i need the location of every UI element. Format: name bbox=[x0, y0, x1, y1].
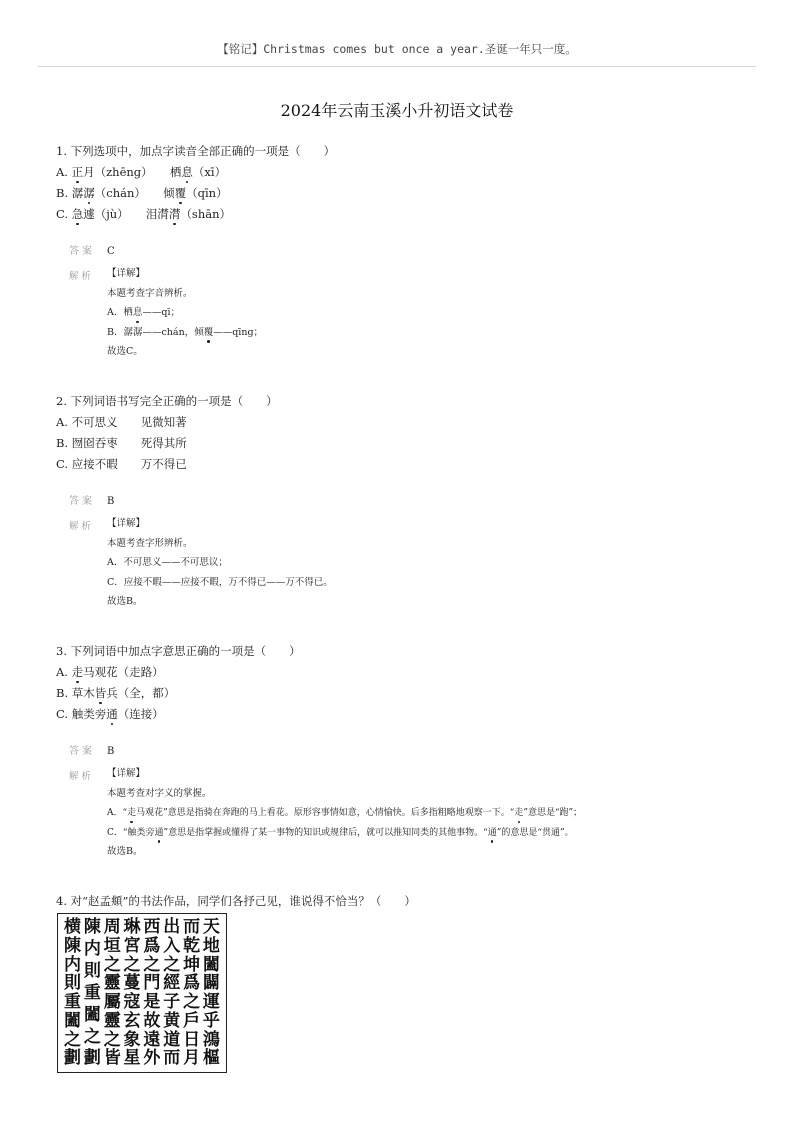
text: 兵（全，都） bbox=[106, 686, 176, 700]
calligraphy-char: 之 bbox=[143, 954, 161, 975]
calligraphy-char: 陳 bbox=[64, 935, 81, 956]
answer-label: 答案 bbox=[69, 496, 95, 507]
calligraphy-char: 爲 bbox=[143, 935, 161, 956]
question-3-option-c bbox=[56, 707, 756, 721]
calligraphy-char: 靈 bbox=[103, 1010, 121, 1031]
calligraphy-column bbox=[64, 918, 81, 1068]
question-2 bbox=[56, 394, 756, 471]
calligraphy-char: 重 bbox=[64, 992, 81, 1013]
calligraphy-char: 日 bbox=[183, 1029, 201, 1050]
text: （shān） bbox=[180, 207, 232, 221]
calligraphy-char: 之 bbox=[123, 954, 141, 975]
question-2-option-b: B. 囫囵吞枣 死得其所 bbox=[56, 436, 187, 450]
calligraphy-char: 之 bbox=[183, 992, 201, 1013]
calligraphy-char: 之 bbox=[163, 954, 181, 975]
text: B．潺潺——chán，倾 bbox=[107, 326, 204, 338]
analysis-line: 本题考查字形辨析。 bbox=[107, 537, 193, 549]
calligraphy-char: 内 bbox=[64, 954, 81, 975]
calligraphy-char: 而 bbox=[163, 1048, 181, 1069]
question-2-stem: 2. 下列词语书写完全正确的一项是（ ） bbox=[56, 394, 278, 408]
calligraphy-char: 經 bbox=[163, 973, 181, 994]
dotted-char: 走 bbox=[127, 808, 137, 818]
calligraphy-char: 之 bbox=[64, 1029, 81, 1050]
question-1-answer bbox=[69, 242, 759, 257]
answer-value: B bbox=[107, 496, 115, 507]
calligraphy-char: 爲 bbox=[183, 973, 201, 994]
analysis-line: 本题考查字音辨析。 bbox=[107, 287, 193, 299]
calligraphy-char: 戶 bbox=[183, 1010, 201, 1031]
text: B. 潺 bbox=[56, 186, 84, 200]
dotted-char: 覆 bbox=[174, 186, 187, 200]
answer-value: C bbox=[107, 246, 115, 257]
dotted-char: 皆 bbox=[94, 686, 107, 700]
text: ”意思是“跑”； bbox=[523, 808, 583, 818]
calligraphy-char: 琳 bbox=[123, 917, 141, 937]
dotted-char: 覆 bbox=[203, 326, 214, 338]
analysis-line: C．应接不暇——应接不暇，万不得已——万不得已。 bbox=[107, 576, 333, 588]
calligraphy-char: 乾 bbox=[183, 935, 201, 956]
calligraphy-char: 西 bbox=[143, 917, 161, 937]
analysis-label: 解析 bbox=[69, 521, 95, 532]
calligraphy-char: 遠 bbox=[143, 1029, 161, 1050]
dotted-char: 潺 bbox=[83, 186, 95, 200]
calligraphy-image bbox=[57, 913, 227, 1073]
header-divider bbox=[38, 66, 756, 67]
calligraphy-char: 外 bbox=[143, 1048, 161, 1069]
calligraphy-char: 垣 bbox=[103, 935, 121, 956]
calligraphy-columns bbox=[64, 918, 220, 1068]
analysis-line: 【详解】 bbox=[107, 768, 146, 779]
calligraphy-char: 門 bbox=[143, 973, 161, 994]
text: C．“触类旁 bbox=[107, 827, 155, 838]
analysis-label: 解析 bbox=[69, 771, 95, 782]
dotted-char: 息 bbox=[181, 165, 193, 179]
calligraphy-char: 横 bbox=[64, 917, 81, 937]
calligraphy-char: 坤 bbox=[183, 954, 201, 975]
answer-label: 答案 bbox=[69, 746, 95, 757]
text: ——qī； bbox=[142, 307, 181, 318]
calligraphy-char: 之 bbox=[103, 954, 121, 975]
calligraphy-char: 劃 bbox=[83, 1048, 101, 1069]
analysis-line: 故选C。 bbox=[107, 346, 143, 357]
dotted-char: 走 bbox=[71, 665, 84, 679]
calligraphy-char: 玄 bbox=[123, 1010, 141, 1031]
calligraphy-char: 入 bbox=[163, 935, 181, 956]
calligraphy-char: 劃 bbox=[64, 1048, 81, 1069]
calligraphy-column bbox=[143, 918, 160, 1068]
dotted-char: 潸 bbox=[168, 207, 181, 221]
answer-label: 答案 bbox=[69, 246, 95, 257]
header-motto: 【铭记】Christmas comes but once a year.圣诞一年只一度。 bbox=[217, 42, 577, 56]
text: 栖 bbox=[169, 165, 182, 179]
dotted-char: 通 bbox=[154, 827, 164, 838]
calligraphy-char: 故 bbox=[143, 1010, 161, 1031]
analysis-line bbox=[107, 807, 757, 819]
text: A．“ bbox=[107, 808, 128, 818]
text: A. bbox=[56, 165, 72, 179]
text: ”意思是指掌握或懂得了某一事物的知识或规律后，就可以推知同类的其他事物。“ bbox=[163, 827, 488, 838]
text: C. bbox=[56, 207, 72, 221]
dotted-char: 正 bbox=[71, 165, 84, 179]
question-4-stem: 4. 对“赵孟頫”的书法作品，同学们各抒己见，谁说得不恰当？（ ） bbox=[56, 894, 416, 908]
calligraphy-char: 内 bbox=[83, 938, 101, 959]
calligraphy-char: 出 bbox=[163, 917, 181, 937]
calligraphy-char: 靈 bbox=[103, 973, 121, 994]
calligraphy-char: 子 bbox=[163, 992, 181, 1013]
analysis-line bbox=[107, 827, 757, 839]
calligraphy-char: 星 bbox=[123, 1048, 141, 1069]
analysis-line bbox=[107, 307, 757, 319]
calligraphy-char: 蔓 bbox=[123, 973, 141, 994]
question-3-option-a bbox=[56, 665, 756, 679]
calligraphy-char: 皆 bbox=[103, 1048, 121, 1069]
calligraphy-char: 是 bbox=[143, 992, 161, 1013]
text: 月（zhēng） bbox=[83, 165, 170, 179]
calligraphy-column bbox=[104, 918, 121, 1068]
analysis-line: 【详解】 bbox=[107, 268, 146, 279]
calligraphy-char: 鴻 bbox=[202, 1029, 220, 1050]
calligraphy-char: 屬 bbox=[103, 992, 121, 1013]
calligraphy-char: 之 bbox=[83, 1026, 101, 1047]
dotted-char: 息 bbox=[132, 307, 143, 318]
text: A. bbox=[56, 665, 72, 679]
question-1-option-b bbox=[56, 186, 756, 200]
analysis-line: 【详解】 bbox=[107, 518, 146, 529]
calligraphy-char: 乎 bbox=[202, 1010, 220, 1031]
question-2-option-c: C. 应接不暇 万不得已 bbox=[56, 457, 187, 471]
dotted-char: 急 bbox=[71, 207, 84, 221]
calligraphy-char: 陳 bbox=[83, 917, 101, 937]
text: ——qīng； bbox=[213, 326, 264, 338]
text: （chán） 倾 bbox=[94, 186, 175, 200]
text: 马观花”意思是指骑在奔跑的马上看花。原形容事情如意，心情愉快。后多指粗略地观察一下。“ bbox=[136, 808, 515, 818]
calligraphy-char: 宮 bbox=[123, 935, 141, 956]
calligraphy-char: 則 bbox=[64, 973, 81, 994]
text: （连接） bbox=[117, 707, 164, 721]
question-1-stem: 1. 下列选项中，加点字读音全部正确的一项是（ ） bbox=[56, 144, 336, 158]
calligraphy-char: 闔 bbox=[83, 1004, 101, 1025]
dotted-char: 通 bbox=[106, 707, 118, 721]
calligraphy-char: 重 bbox=[83, 982, 101, 1003]
text: B. 草木 bbox=[56, 686, 95, 700]
calligraphy-char: 地 bbox=[202, 935, 220, 956]
calligraphy-char: 之 bbox=[103, 1029, 121, 1050]
calligraphy-char: 闢 bbox=[202, 973, 220, 994]
page-title: 2024年云南玉溪小升初语文试卷 bbox=[280, 101, 514, 120]
calligraphy-char: 月 bbox=[183, 1048, 201, 1069]
calligraphy-char: 闔 bbox=[64, 1010, 81, 1031]
analysis-line bbox=[107, 327, 757, 339]
text: 马观花（走路） bbox=[83, 665, 164, 679]
dotted-char: 走 bbox=[514, 808, 524, 818]
text: ”的意思是“贯通”。 bbox=[496, 827, 574, 838]
text: （qīn） bbox=[186, 186, 228, 200]
calligraphy-char: 周 bbox=[103, 917, 121, 937]
analysis-line: A．不可思义——不可思议； bbox=[107, 557, 228, 568]
question-3-option-b bbox=[56, 686, 756, 700]
question-1-option-a bbox=[56, 165, 756, 179]
question-1 bbox=[56, 144, 756, 221]
calligraphy-column bbox=[163, 918, 180, 1068]
question-1-option-c bbox=[56, 207, 756, 221]
analysis-line: 故选B。 bbox=[107, 596, 143, 607]
calligraphy-char: 而 bbox=[183, 917, 201, 937]
text: （xī） bbox=[192, 165, 227, 179]
analysis-line: 故选B。 bbox=[107, 846, 143, 857]
text: 遽（jù） 泪潸 bbox=[83, 207, 169, 221]
question-2-answer bbox=[69, 492, 759, 507]
question-3-answer bbox=[69, 742, 759, 757]
calligraphy-char: 象 bbox=[123, 1029, 141, 1050]
calligraphy-char: 天 bbox=[202, 917, 220, 937]
text: A．栖 bbox=[107, 307, 133, 318]
calligraphy-column bbox=[84, 918, 101, 1068]
analysis-label: 解析 bbox=[69, 271, 95, 282]
dotted-char: 通 bbox=[487, 827, 497, 838]
answer-value: B bbox=[107, 746, 115, 757]
calligraphy-char: 寇 bbox=[123, 992, 141, 1013]
question-2-option-a: A. 不可思义 见微知著 bbox=[56, 415, 187, 429]
calligraphy-char: 道 bbox=[163, 1029, 181, 1050]
calligraphy-char: 則 bbox=[83, 960, 101, 981]
calligraphy-char: 闔 bbox=[202, 954, 220, 975]
calligraphy-char: 樞 bbox=[202, 1048, 220, 1069]
calligraphy-column bbox=[124, 918, 141, 1068]
question-4 bbox=[56, 894, 756, 908]
calligraphy-char: 運 bbox=[202, 992, 220, 1013]
analysis-line: 本题考查对字义的掌握。 bbox=[107, 787, 212, 799]
question-3-stem: 3. 下列词语中加点字意思正确的一项是（ ） bbox=[56, 644, 301, 658]
calligraphy-column bbox=[183, 918, 200, 1068]
text: C. 触类旁 bbox=[56, 707, 107, 721]
question-3 bbox=[56, 644, 756, 721]
calligraphy-column bbox=[203, 918, 220, 1068]
calligraphy-char: 黄 bbox=[163, 1010, 181, 1031]
